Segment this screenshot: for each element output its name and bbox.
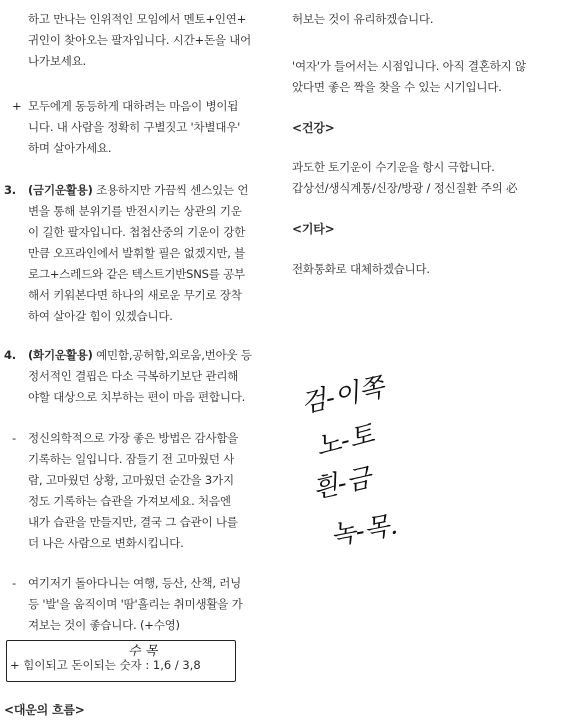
section-heading-health: <건강> (292, 121, 335, 135)
section-heading-daeun: <대운의 흐름> (4, 703, 85, 717)
paragraph-etc: 전화통화로 대체하겠습니다. (292, 262, 430, 276)
dash-marker: - (12, 576, 16, 590)
text-line: 해서 키워본다면 하나의 새로운 무기로 장착 (28, 288, 242, 302)
text-line (28, 180, 248, 201)
paragraph-woman (292, 56, 526, 98)
text-line: '여자'가 들어서는 시점입니다. 아직 결혼하지 않 (292, 59, 526, 73)
text-line: 정도 기록하는 습관을 가져보세요. 처음엔 (28, 494, 231, 508)
text-line: 등 '발'을 움직이며 '땀'흘리는 취미생활을 가 (28, 597, 243, 611)
text-line: 이 길한 팔자입니다. 첩첩산중의 기운이 강한 (28, 225, 246, 239)
item-number: 3. (4, 183, 16, 197)
plus-marker: + (12, 99, 22, 113)
text-line: 변을 통해 분위기를 반전시키는 상관의 기운 (28, 204, 242, 218)
text-line: 과도한 토기운이 수기운을 항시 극합니다. (292, 160, 495, 174)
text-span: 예민함,공허함,외로움,번아웃 등 (92, 348, 252, 362)
text-line: 니다. 내 사람을 정확히 구별짓고 '차별대우' (28, 120, 241, 134)
text-line: 여기저기 돌아다니는 여행, 등산, 산책, 러닝 (28, 576, 242, 590)
handwriting-line-3: 흰-금 (310, 463, 375, 505)
text-line: 정서적인 결핍은 다소 극복하기보단 관리해 (28, 369, 239, 383)
text-span: 조용하지만 가끔씩 센스있는 언 (92, 183, 249, 197)
paragraph-discrimination (0, 96, 240, 159)
item-number: 4. (4, 348, 16, 362)
text-line (28, 345, 252, 366)
text-line: 모두에게 동등하게 대하려는 마음이 병이됩 (28, 99, 239, 113)
handwriting-line-4: 녹-목. (328, 510, 400, 552)
section-heading-etc: <기타> (292, 222, 335, 236)
text-line: 정신의학적으로 가장 좋은 방법은 감사함을 (28, 431, 239, 445)
dash-marker: - (12, 431, 16, 445)
text-line: 로그+스레드와 같은 텍스트기반SNS를 공부 (28, 267, 245, 281)
item-4-fire (0, 345, 252, 408)
text-line: 만큼 오프라인에서 발휘할 필은 없겠지만, 블 (28, 246, 246, 260)
box-handwriting: 수 목 (128, 644, 158, 659)
handwriting-line-1: 검-이쪽 (298, 372, 387, 420)
text-line: 나가보세요. (28, 54, 86, 68)
text-line: 하며 살아가세요. (28, 141, 112, 155)
text-line: 하고 만나는 인위적인 모임에서 멘토+인연+ (28, 12, 247, 26)
bullet-gratitude (0, 428, 238, 554)
item-3-metal (0, 180, 248, 327)
text-line: 야할 대상으로 치부하는 편이 마음 편합니다. (28, 390, 246, 404)
handwriting-line-2: 노-토 (312, 419, 378, 463)
text-line: 하여 살아갈 힘이 있겠습니다. (28, 309, 173, 323)
text-line: 람, 고마웠던 상황, 고마웠던 순간을 3가지 (28, 473, 234, 487)
paragraph-health (292, 157, 517, 199)
text-line: 더 나은 사람으로 변화시킵니다. (28, 536, 184, 550)
text-line: 귀인이 찾아오는 팔자입니다. 시간+돈을 내어 (28, 33, 252, 47)
text-line: 내가 습관을 만들지만, 결국 그 습관이 나를 (28, 515, 238, 529)
text-line: 갑상선/생식계통/신장/방광 / 정신질환 주의 必 (292, 181, 518, 195)
text-line: 기록하는 일입니다. 잠들기 전 고마웠던 사 (28, 452, 235, 466)
text-line: 져보는 것이 좋습니다. (+수영) (28, 618, 180, 632)
text-line: 허보는 것이 유리하겠습니다. (292, 12, 434, 26)
item-heading: (금기운활용) (28, 183, 93, 197)
paragraph-mentor (0, 9, 251, 72)
lucky-number-text: + 힘이되고 돈이되는 숫자 : 1,6 / 3,8 (10, 658, 201, 672)
item-heading: (화기운활용) (28, 348, 93, 362)
text-line: 았다면 좋은 짝을 찾을 수 있는 시기입니다. (292, 80, 502, 94)
bullet-travel (0, 573, 243, 636)
